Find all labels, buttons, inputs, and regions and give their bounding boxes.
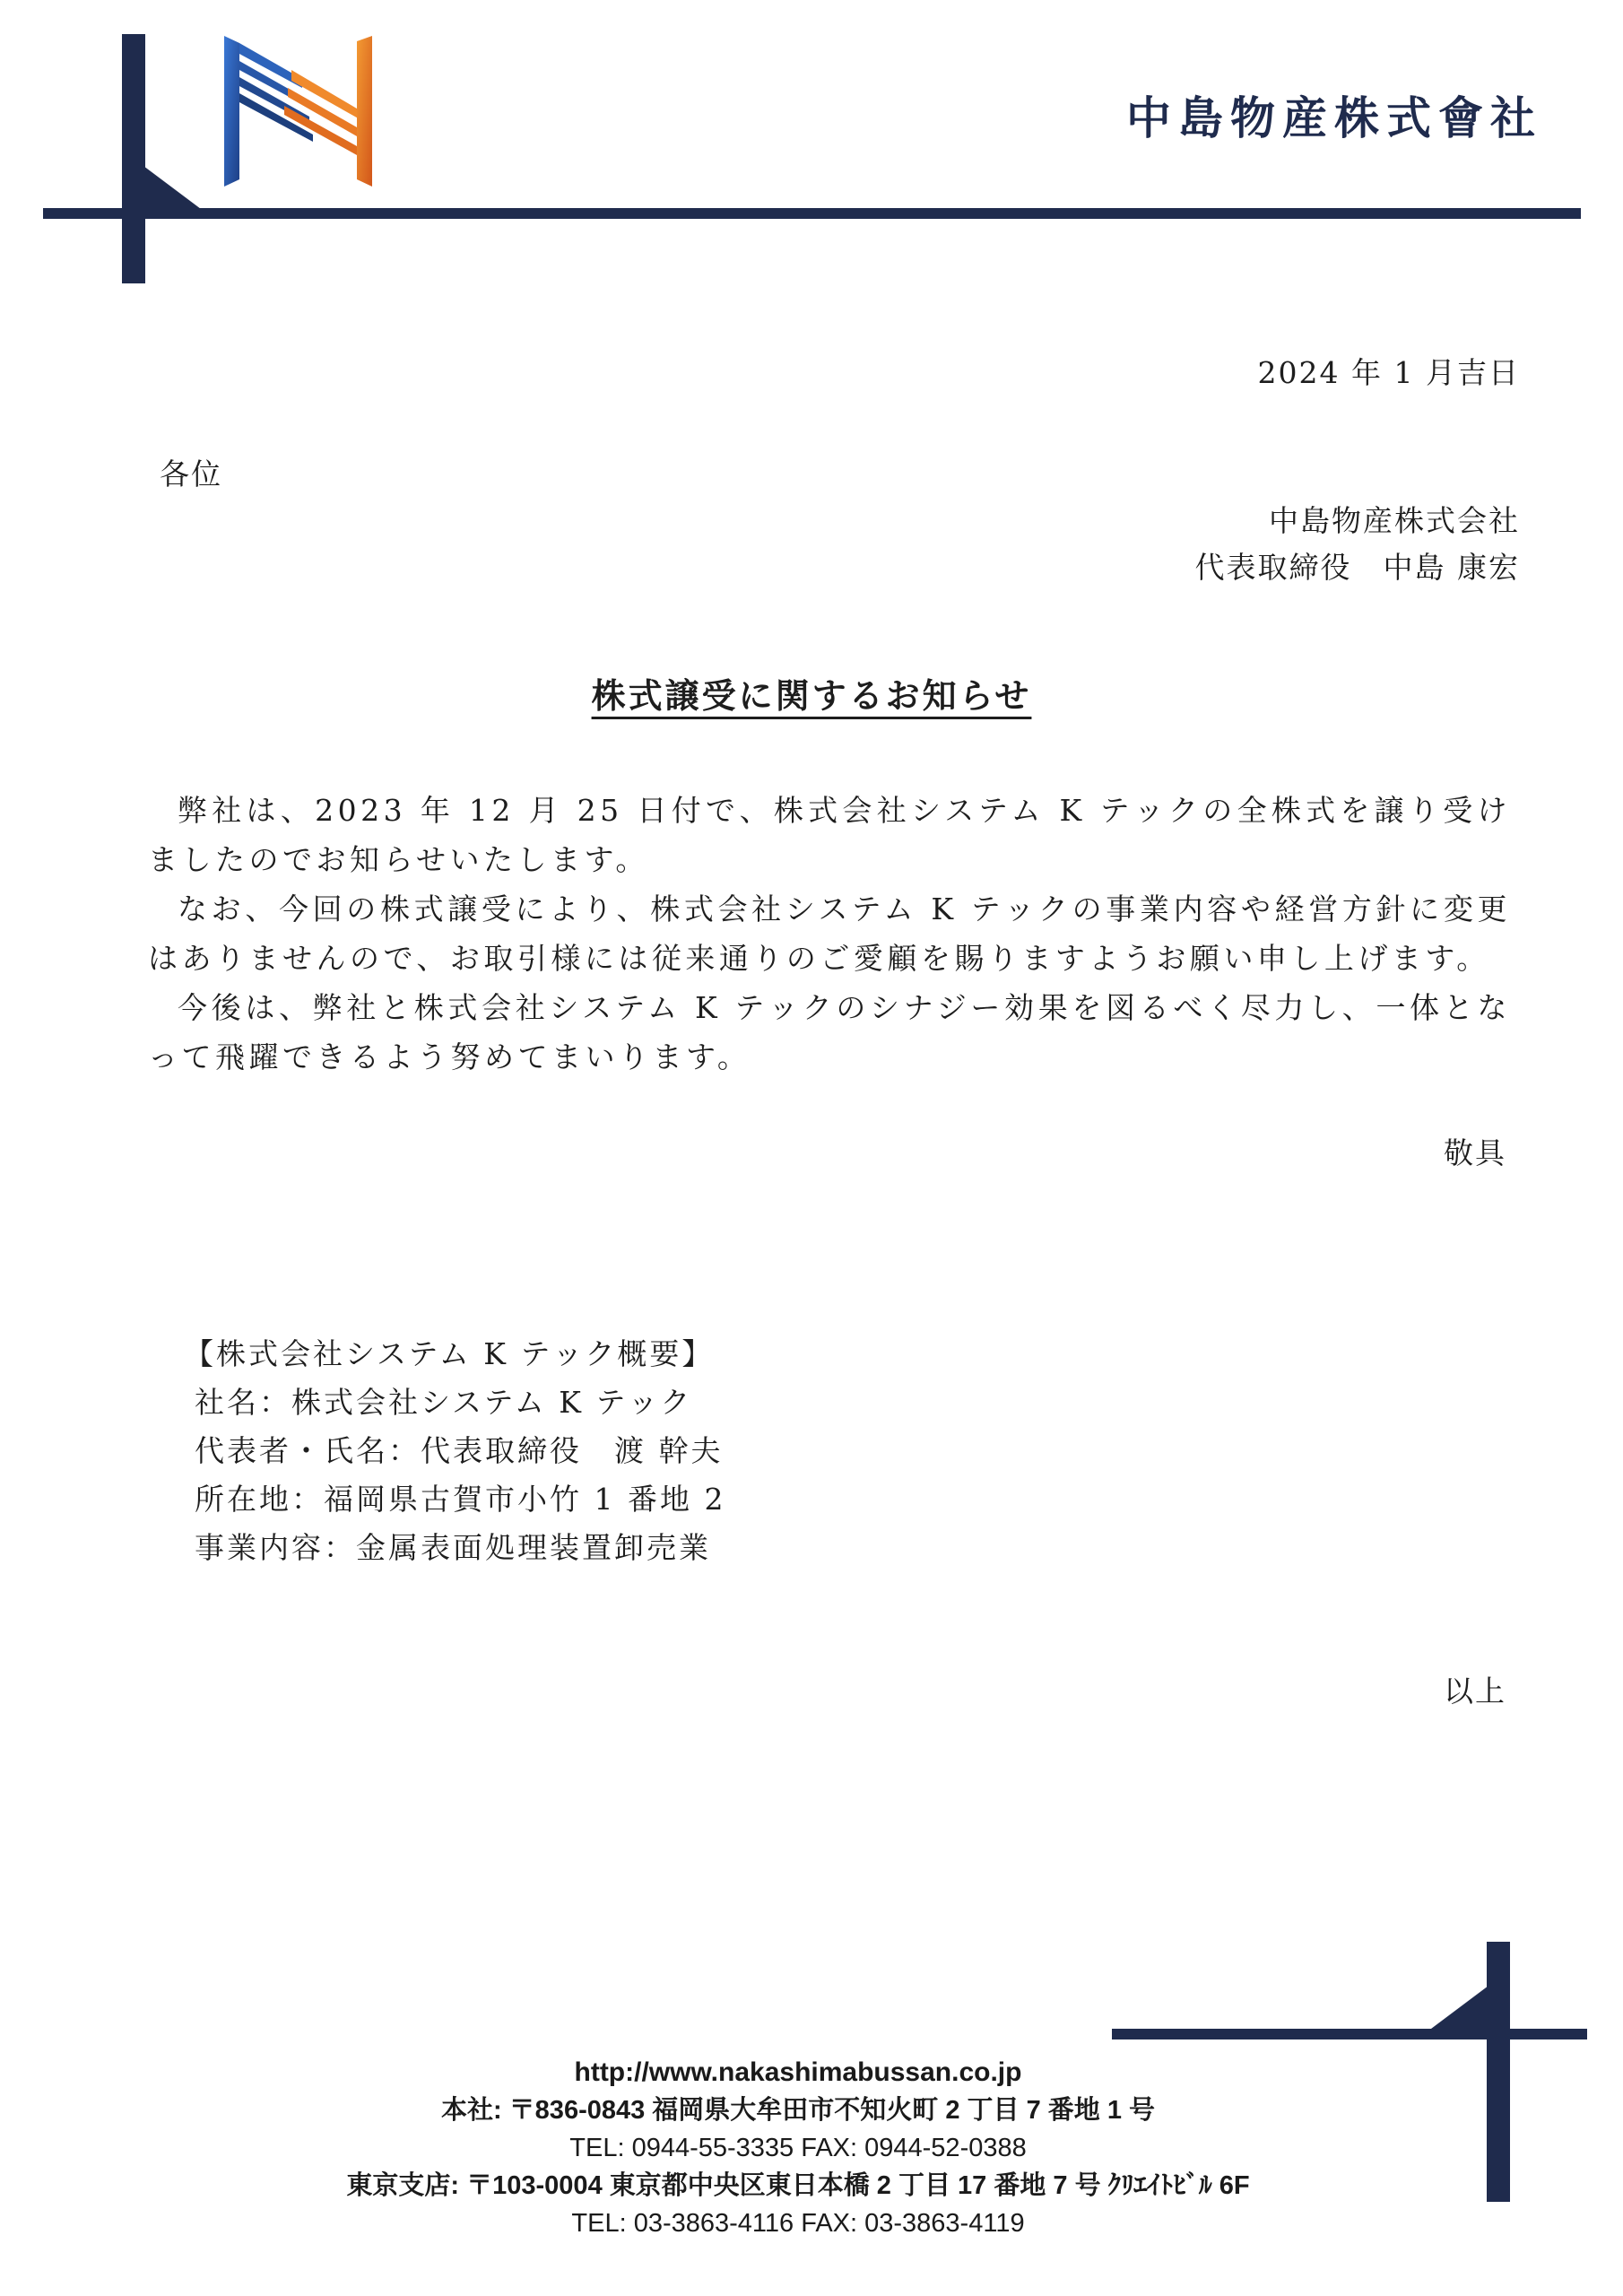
footer-horizontal-rule xyxy=(1112,2029,1587,2039)
sender-company: 中島物産株式会社 xyxy=(1269,503,1520,538)
tokyo-branch-tel: TEL: 03-3863-4116 FAX: 03-3863-4119 xyxy=(571,2209,1025,2238)
end-ijou: 以上 xyxy=(1444,1674,1506,1709)
addressee: 各位 xyxy=(160,457,222,491)
sender-representative: 代表取締役 中島 康宏 xyxy=(1194,550,1520,585)
header-corner-wedge xyxy=(143,166,201,209)
tokyo-branch-address: 東京支店: 〒103-0004 東京都中央区東日本橋 2 丁目 17 番地 7 号 ｸﾘｴｲﾄﾋﾞﾙ 6F xyxy=(346,2171,1250,2200)
letter-title: 株式譲受に関するお知らせ xyxy=(591,675,1032,716)
footer-corner-wedge xyxy=(1431,1986,1488,2029)
letter-date: 2024 年 1 月吉日 xyxy=(1257,355,1520,390)
company-url-link[interactable]: http://www.nakashimabussan.co.jp xyxy=(574,2057,1022,2087)
closing-keigu: 敬具 xyxy=(1444,1135,1506,1170)
letter-body xyxy=(148,786,1511,1082)
body-paragraph: 今後は、弊社と株式会社システム K テックのシナジー効果を図るべく尽力し、一体となって飛躍できるよう努めてまいります。 xyxy=(148,990,1511,1074)
footer-vertical-bar xyxy=(1487,1942,1510,2202)
header-vertical-bar xyxy=(122,34,145,283)
overview-company: 社名：株式会社システム K テック xyxy=(195,1385,693,1420)
header-horizontal-rule xyxy=(43,208,1581,219)
footer-contact xyxy=(305,2054,1291,2242)
overview-representative: 代表者・氏名：代表取締役 渡 幹夫 xyxy=(195,1433,724,1468)
overview-heading: 【株式会社システム K テック概要】 xyxy=(184,1336,715,1371)
head-office-tel: TEL: 0944-55-3335 FAX: 0944-52-0388 xyxy=(569,2134,1027,2162)
body-paragraph: 弊社は、2023 年 12 月 25 日付で、株式会社システム K テックの全株式を譲り受けましたのでお知らせいたします。 xyxy=(148,793,1511,877)
head-office-address: 本社: 〒836-0843 福岡県大牟田市不知火町 2 丁目 7 番地 1 号 xyxy=(440,2096,1156,2125)
body-paragraph: なお、今回の株式譲受により、株式会社システム K テックの事業内容や経営方針に変更はありませんので、お取引様には従来通りのご愛顧を賜りますようお願い申し上げます。 xyxy=(148,891,1511,976)
nakashima-n-logo-icon xyxy=(220,34,377,188)
company-overview xyxy=(184,1330,725,1572)
company-name-header: 中島物産株式會社 xyxy=(1126,92,1542,144)
overview-business: 事業内容：金属表面処理装置卸売業 xyxy=(195,1530,711,1565)
overview-address: 所在地：福岡県古賀市小竹 1 番地 2 xyxy=(195,1482,726,1517)
